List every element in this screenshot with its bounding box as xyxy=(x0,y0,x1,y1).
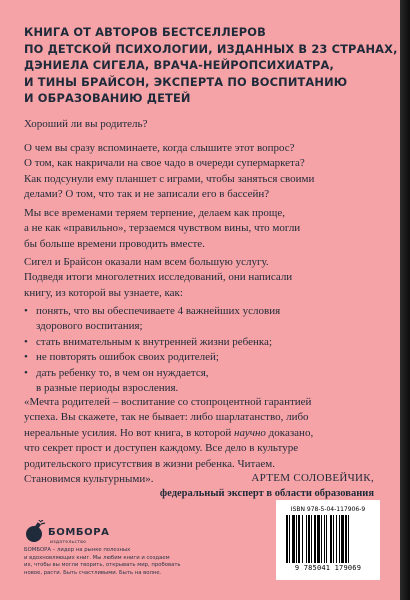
spine-edge xyxy=(400,0,410,600)
barcode-bar xyxy=(330,515,332,563)
quote-author xyxy=(160,471,374,502)
isbn-barcode xyxy=(276,500,380,580)
barcode-bar xyxy=(341,515,344,563)
barcode-bar xyxy=(298,515,300,563)
bullet-icon: • xyxy=(24,335,28,348)
headline-line: ДЭНИЕЛА СИГЕЛА, ВРАЧА-НЕЙРОПСИХИАТРА, xyxy=(24,58,334,73)
bullet-icon: • xyxy=(24,305,28,317)
list-item-text: здорового воспитания; xyxy=(36,320,143,333)
barcode-bar xyxy=(308,515,310,563)
quote-line: успеха. Вы скажете, так не бывает: либо шарлатанство, либо xyxy=(24,411,309,424)
list-item-text: не повторять ошибок своих родителей; xyxy=(36,351,219,364)
headline-line: И ОБРАЗОВАНИЮ ДЕТЕЙ xyxy=(24,91,191,106)
barcode-bar xyxy=(286,515,288,563)
quote-text: нереальные усилия. Но вот книга, в которой xyxy=(24,426,235,439)
blurb-line: и вдохновляющих книг. Мы любим книги и создаем xyxy=(24,554,170,561)
bullet-icon: • xyxy=(24,366,28,379)
quote-line: что секрет прост и доступен каждому. Все дело в культуре xyxy=(24,442,299,455)
barcode-bar xyxy=(296,515,297,563)
quote-emphasis: научно xyxy=(234,426,266,439)
barcode-bar xyxy=(321,515,322,563)
barcode-bar xyxy=(336,515,337,563)
paragraph-line: О чем вы сразу вспоминаете, когда слышите этот вопрос? xyxy=(24,142,295,154)
paragraph-line: Мы все временами теряем терпение, делаем как проще, xyxy=(24,207,286,219)
barcode-bar xyxy=(324,515,325,563)
paragraph-line: книгу, из которой вы узнаете, как: xyxy=(24,286,183,299)
paragraph-3 xyxy=(24,255,376,301)
paragraph-line: Сигел и Брайсон оказали нам всем большую услугу. xyxy=(24,256,269,268)
list-item xyxy=(24,335,376,350)
publisher-subtitle: издательство xyxy=(50,540,87,545)
barcode-bar xyxy=(314,515,316,563)
barcode-bar xyxy=(306,515,307,563)
barcode-bar xyxy=(311,515,312,563)
author-role: федеральный эксперт в области образования xyxy=(159,488,374,500)
publisher-name: БОМБОРА xyxy=(48,527,110,538)
quote-line xyxy=(24,426,376,441)
barcode-bar xyxy=(302,515,303,563)
question-line: Хороший ли вы родитель? xyxy=(24,118,148,130)
blurb-line: новое, расти. Быть счастливыми. Быть на волне. xyxy=(24,569,162,576)
paragraph-line: О том, как накричали на свое чадо в очереди супермаркета? xyxy=(24,157,305,170)
quote-line: родительского присутствия в жизни ребенка. Читаем. xyxy=(24,457,275,470)
headline xyxy=(24,24,398,107)
isbn-digits: 9 785041 179069 xyxy=(294,564,362,572)
barcode-bar xyxy=(326,515,327,563)
paragraph-line: делами? О том, что так и не записали его в бассейн? xyxy=(24,188,270,201)
list-item xyxy=(24,350,376,365)
bombora-bomb-icon xyxy=(24,520,46,544)
list-item-text: стать внимательным к внутренней жизни ребенка; xyxy=(36,335,272,348)
quote-line: «Мечта родителей – воспитание со стопроцентной гарантией xyxy=(24,396,312,408)
barcode-bar xyxy=(345,515,347,563)
paragraph-line: а не как «правильно», терзаемся чувством вины, что могли xyxy=(24,222,301,235)
question-text xyxy=(24,117,376,132)
barcode-bar xyxy=(292,515,295,563)
list-item xyxy=(24,304,376,335)
headline-line: ПО ДЕТСКОЙ ПСИХОЛОГИИ, ИЗДАННЫХ В 23 СТРАНАХ, xyxy=(24,41,398,56)
paragraph-line: бы больше времени проводить вместе. xyxy=(24,237,205,250)
list-item-text: в разные периоды взросления. xyxy=(36,382,179,395)
blurb-line: БОМБОРА – лидер на рынке полезных xyxy=(24,547,131,553)
barcode-bar xyxy=(348,515,349,563)
barcode-bar xyxy=(317,515,320,563)
paragraph-2 xyxy=(24,206,376,252)
list-item xyxy=(24,366,376,397)
publisher-blurb xyxy=(24,547,229,577)
barcode-bar xyxy=(333,515,334,563)
paragraph-line: Как подсунули ему планшет с играми, чтобы заняться своими xyxy=(24,172,315,185)
quote-text: доказано, xyxy=(265,426,314,439)
quote-line: Становимся культурными». xyxy=(24,473,154,486)
barcode-icon xyxy=(286,515,370,563)
barcode-bar xyxy=(339,515,340,563)
list-item-text: понять, что вы обеспечиваете 4 важнейших условия xyxy=(36,305,281,317)
bullet-icon: • xyxy=(24,351,28,364)
headline-line: И ТИНЫ БРАЙСОН, ЭКСПЕРТА ПО ВОСПИТАНИЮ xyxy=(24,74,348,89)
list-item-text: дать ребенку то, в чем он нуждается, xyxy=(36,366,209,379)
benefits-list xyxy=(24,304,376,396)
barcode-bar xyxy=(289,515,290,563)
blurb-line: их, чтобы вы могли творить, открывать мир, пробовать xyxy=(24,562,181,569)
headline-line: КНИГА ОТ АВТОРОВ БЕСТСЕЛЛЕРОВ xyxy=(24,25,266,39)
author-name: АРТЕМ СОЛОВЕЙЧИК, xyxy=(251,472,374,484)
paragraph-line: Подведя итоги многолетних исследований, они написали xyxy=(24,271,293,284)
paragraph-1 xyxy=(24,141,376,203)
isbn-label: ISBN 978-5-04-117906-9 xyxy=(290,506,366,513)
